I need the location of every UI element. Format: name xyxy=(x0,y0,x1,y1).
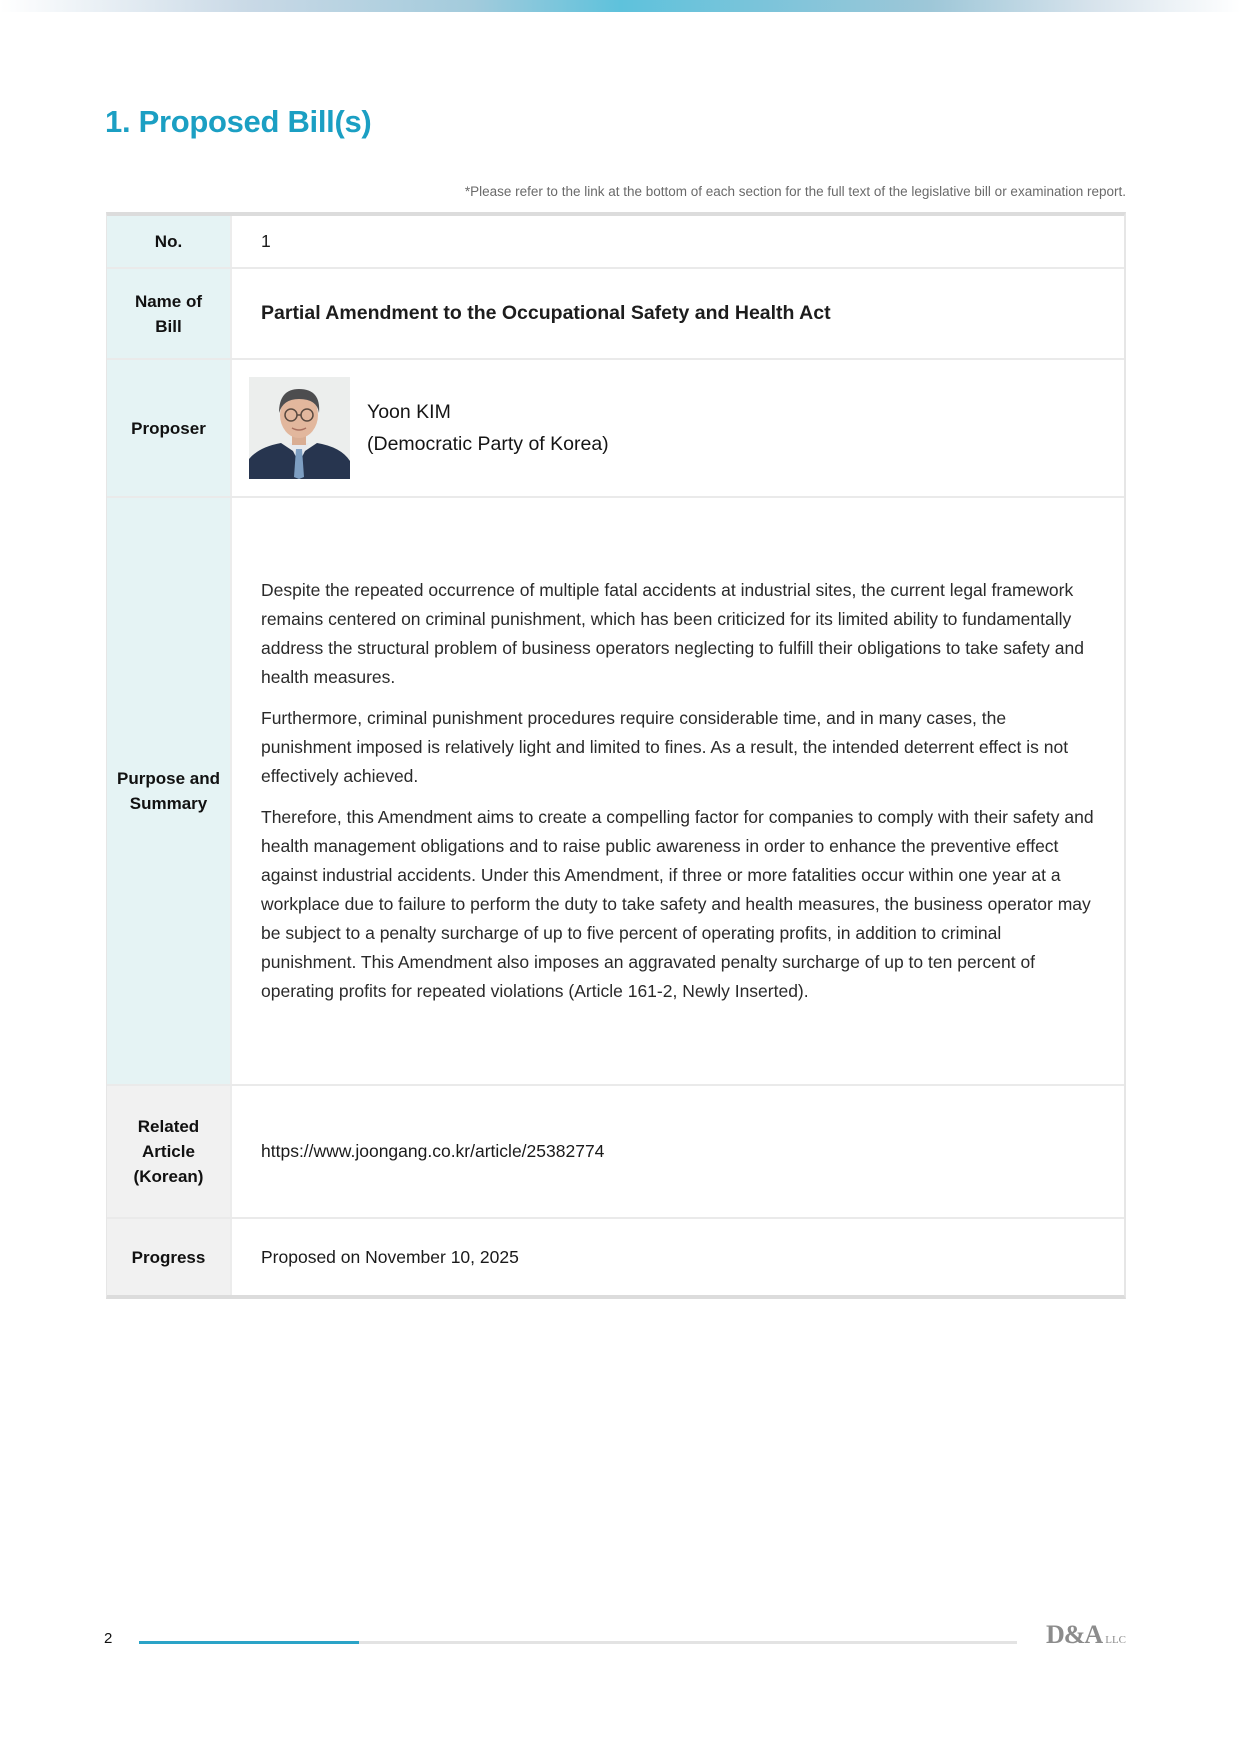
value-related-article xyxy=(232,1086,1124,1217)
proposer-photo xyxy=(249,377,350,479)
value-progress: Proposed on November 10, 2025 xyxy=(261,1246,519,1267)
related-article-link[interactable]: https://www.joongang.co.kr/article/25382774 xyxy=(261,1141,605,1161)
row-progress xyxy=(107,1219,1124,1295)
logo-suffix: LLC xyxy=(1105,1634,1126,1646)
purpose-paragraph: Furthermore, criminal punishment procedures require considerable time, and in many cases, the punishment imposed is relatively light and limited to fines. As a result, the intended deterrent effect is not effectively achieved. xyxy=(261,708,1069,786)
reference-note: *Please refer to the link at the bottom of each section for the full text of the legislative bill or examination report. xyxy=(464,184,1126,199)
proposer-name: Yoon KIM xyxy=(367,401,451,423)
value-purpose xyxy=(232,498,1124,1084)
label-progress: Progress xyxy=(107,1219,232,1295)
page-progress-track xyxy=(139,1641,1017,1644)
purpose-paragraph: Therefore, this Amendment aims to create a compelling factor for companies to comply with their safety and health management obligations and to raise public awareness in order to enhance the preventive effect against industrial accidents. Under this Amendment, if three or more fatalities occur within one year at a workplace due to failure to perform the duty to take safety and health measures, the business operator may be subject to a penalty surcharge of up to five percent of operating profits, in addition to criminal punishment. This Amendment also imposes an aggravated penalty surcharge of up to ten percent of operating profits for repeated violations (Article 161-2, Newly Inserted). xyxy=(261,807,1094,1001)
logo-main: D&A xyxy=(1046,1620,1103,1649)
row-bill-name xyxy=(107,269,1124,360)
label-related-article: Related Article (Korean) xyxy=(107,1086,232,1217)
row-purpose xyxy=(107,498,1124,1086)
value-bill-name xyxy=(232,269,1124,358)
proposer-info xyxy=(367,396,609,460)
purpose-summary xyxy=(261,576,1100,1006)
bill-table xyxy=(106,212,1126,1299)
company-logo xyxy=(1046,1620,1126,1650)
top-gradient-bar xyxy=(0,0,1241,12)
row-related-article xyxy=(107,1086,1124,1219)
purpose-paragraph: Despite the repeated occurrence of multiple fatal accidents at industrial sites, the current legal framework remains centered on criminal punishment, which has been criticized for its limited ability to fundamentally address the structural problem of business operators neglecting to fulfill their obligations to take safety and health measures. xyxy=(261,580,1084,687)
row-number xyxy=(107,216,1124,269)
label-number: No. xyxy=(107,216,232,267)
bill-name-text: Partial Amendment to the Occupational Safety and Health Act xyxy=(261,302,831,324)
label-proposer: Proposer xyxy=(107,360,232,496)
label-purpose: Purpose and Summary xyxy=(107,498,232,1084)
proposer-portrait-image xyxy=(249,377,350,479)
row-proposer xyxy=(107,360,1124,498)
page-number: 2 xyxy=(104,1630,113,1647)
label-bill-name: Name of Bill xyxy=(107,269,232,358)
value-proposer xyxy=(232,360,1124,496)
proposer-party: (Democratic Party of Korea) xyxy=(367,433,609,455)
page-progress-fill xyxy=(139,1641,359,1644)
section-title: 1. Proposed Bill(s) xyxy=(105,104,372,139)
value-number: 1 xyxy=(261,231,271,251)
